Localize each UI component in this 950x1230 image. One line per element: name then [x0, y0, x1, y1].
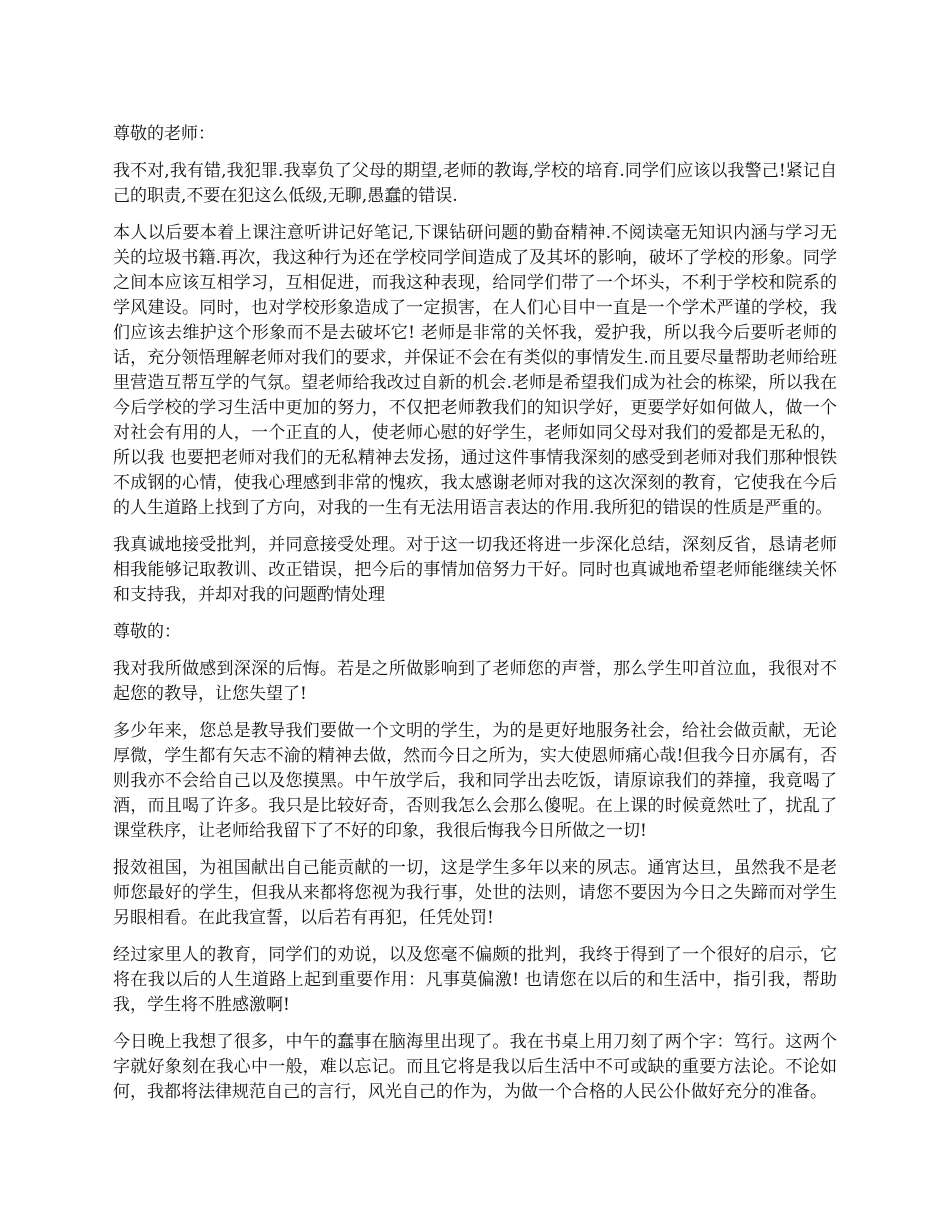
document-body [113, 122, 837, 1117]
paragraph-pledge: 报效祖国，为祖国献出自己能贡献的一切，这是学生多年以来的夙志。通宵达旦，虽然我不是老师您最好的学生，但我从来都将您视为我行事，处世的法则，请您不要因为今日之失蹄而对学生另眼相看。在此我宣誓，以后若有再犯，任凭处罚! [113, 858, 837, 928]
paragraph-lesson: 经过家里人的教育，同学们的劝说，以及您毫不偏颇的批判，我终于得到了一个很好的启示，它将在我以后的人生道路上起到重要作用：凡事莫偏激! 也请您在以后的和生活中，指引我，帮助我，学生将不胜感激啊! [113, 945, 837, 1015]
paragraph-commitment: 本人以后要本着上课注意听讲记好笔记,下课钻研问题的勤奋精神.不阅读毫无知识内涵与学习无关的垃圾书籍.再次，我这种行为还在学校同学间造成了及其坏的影响，破坏了学校的形象。同学之间本应该互相学习，互相促进，而我这种表现，给同学们带了一个坏头，不利于学校和院系的学风建设。同时，也对学校形象造成了一定损害，在人们心目中一直是一个学术严谨的学校，我们应该去维护这个形象而不是去破坏它! 老师是非常的关怀我，爱护我，所以我今后要听老师的话，充分领悟理解老师对我们的要求，并保证不会在有类似的事情发生.而且要尽量帮助老师给班里营造互帮互学的气氛。望老师给我改过自新的机会.老师是希望我们成为社会的栋梁，所以我在今后学校的学习生活中更加的努力，不仅把老师教我们的知识学好，更要学好如何做人，做一个对社会有用的人，一个正直的人，使老师心慰的好学生，老师如同父母对我们的爱都是无私的，所以我 也要把老师对我们的无私精神去发扬，通过这件事情我深刻的感受到老师对我们那种恨铁不成钢的心情，使我心理感到非常的愧疚，我太感谢老师对我的这次深刻的教育，它使我在今后的人生道路上找到了方向，对我的一生有无法用语言表达的作用.我所犯的错误的性质是严重的。 [113, 223, 837, 518]
paragraph-apology: 我不对,我有错,我犯罪.我辜负了父母的期望,老师的教诲,学校的培育.同学们应该以我警己!紧记自己的职责,不要在犯这么低级,无聊,愚蠢的错误. [113, 161, 837, 206]
paragraph-reflection: 今日晚上我想了很多，中午的蠢事在脑海里出现了。我在书桌上用刀刻了两个字：笃行。这两个字就好象刻在我心中一般，难以忘记。而且它将是我以后生活中不可或缺的重要方法论。不论如何，我都将法律规范自己的言行，风光自己的作为，为做一个合格的人民公仆做好充分的准备。 [113, 1032, 837, 1102]
paragraph-regret: 我对我所做感到深深的后悔。若是之所做影响到了老师您的声誉，那么学生叩首泣血，我很对不起您的教导，让您失望了! [113, 659, 837, 704]
salutation-teacher: 尊敬的老师： [113, 124, 215, 144]
paragraph-incident: 多少年来，您总是教导我们要做一个文明的学生，为的是更好地服务社会，给社会做贡献，无论厚微，学生都有矢志不渝的精神去做，然而今日之所为，实大使恩师痛心哉!但我今日亦属有，否则我亦不会给自己以及您摸黑。中午放学后，我和同学出去吃饭，请原谅我们的莽撞，我竟喝了酒，而且喝了许多。我只是比较好奇，否则我怎么会那么傻呢。在上课的时候竟然吐了，扰乱了课堂秩序，让老师给我留下了不好的印象，我很后悔我今日所做之一切! [113, 721, 837, 841]
salutation-second: 尊敬的： [113, 622, 181, 642]
paragraph-acceptance: 我真诚地接受批判，并同意接受处理。对于这一切我还将进一步深化总结，深刻反省，恳请老师相我能够记取教训、改正错误，把今后的事情加倍努力干好。同时也真诚地希望老师能继续关怀和支持我，并却对我的问题酌情处理 [113, 535, 837, 605]
